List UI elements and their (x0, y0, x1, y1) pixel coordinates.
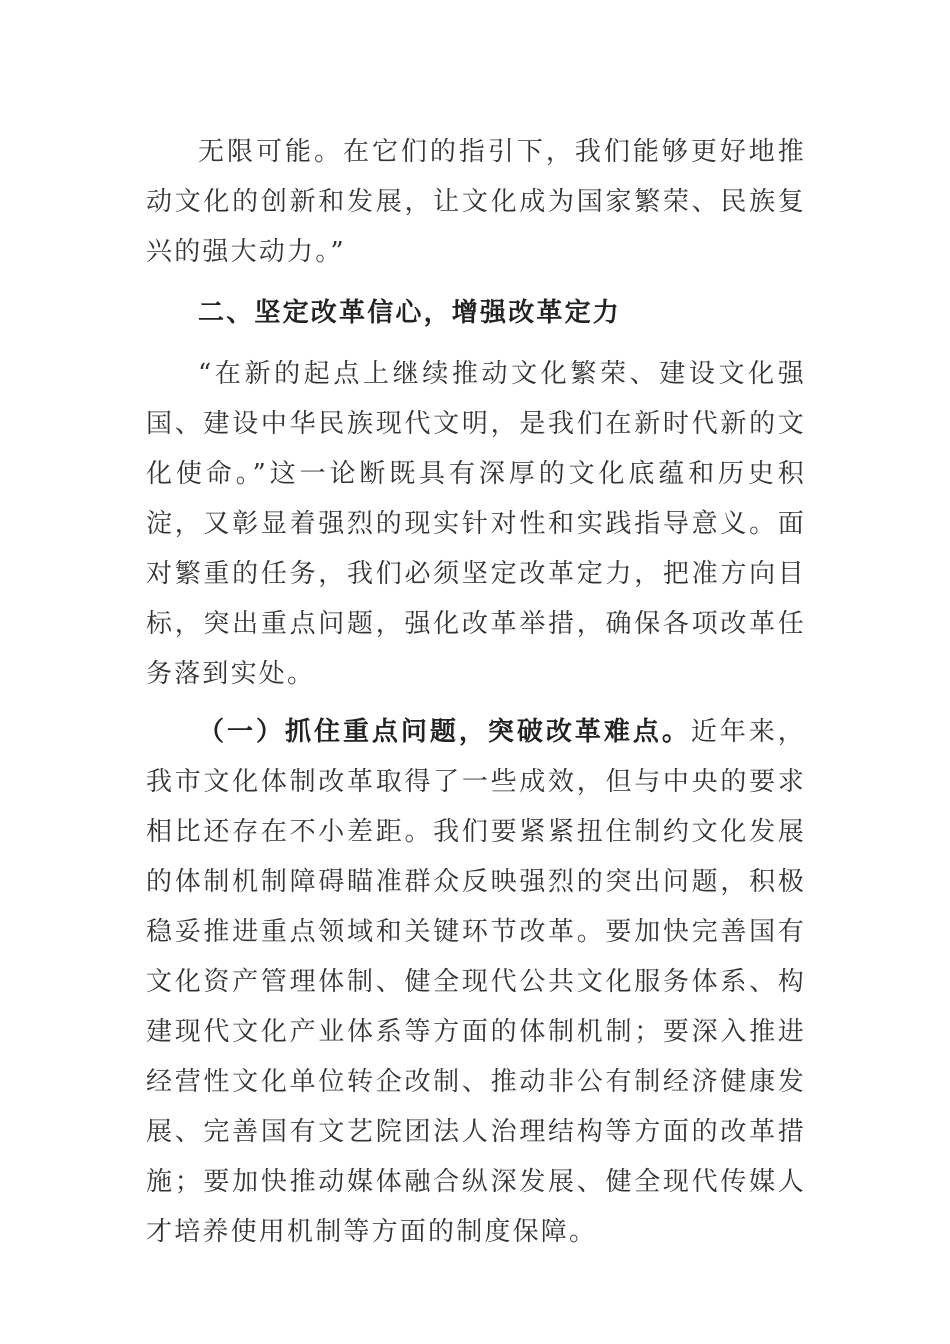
paragraph-continuation: 无限可能。在它们的指引下，我们能够更好地推动文化的创新和发展，让文化成为国家繁荣、民族复兴的强大动力。” (146, 137, 806, 267)
paragraph-quote: “在新的起点上继续推动文化繁荣、建设文化强国、建设中华民族现代文明，是我们在新时代新的文化使命。”这一论断既具有深厚的文化底蕴和历史积淀，又彰显着强烈的现实针对性和实践指导意义。面对繁重的任务，我们必须坚定改革定力，把准方向目标，突出重点问题，强化改革举措，确保各项改革任务落到实处。 (146, 359, 806, 689)
document-body (146, 127, 806, 1257)
section-heading: 二、坚定改革信心，增强改革定力 (198, 298, 622, 328)
subsection-body: 近年来，我市文化体制改革取得了一些成效，但与中央的要求相比还存在不小差距。我们要紧紧扭住制约文化发展的体制机制障碍瞄准群众反映强烈的突出问题，积极稳妥推进重点领域和关键环节改革。要加快完善国有文化资产管理体制、健全现代公共文化服务体系、构建现代文化产业体系等方面的体制机制；要深入推进经营性文化单位转企改制、推动非公有制经济健康发展、完善国有文艺院团法人治理结构等方面的改革措施；要加快推动媒体融合纵深发展、健全现代传媒人才培养使用机制等方面的制度保障。 (146, 717, 806, 1247)
paragraph-key-issues (146, 707, 806, 1257)
subsection-lead: （一）抓住重点问题，突破改革难点。 (198, 717, 691, 747)
